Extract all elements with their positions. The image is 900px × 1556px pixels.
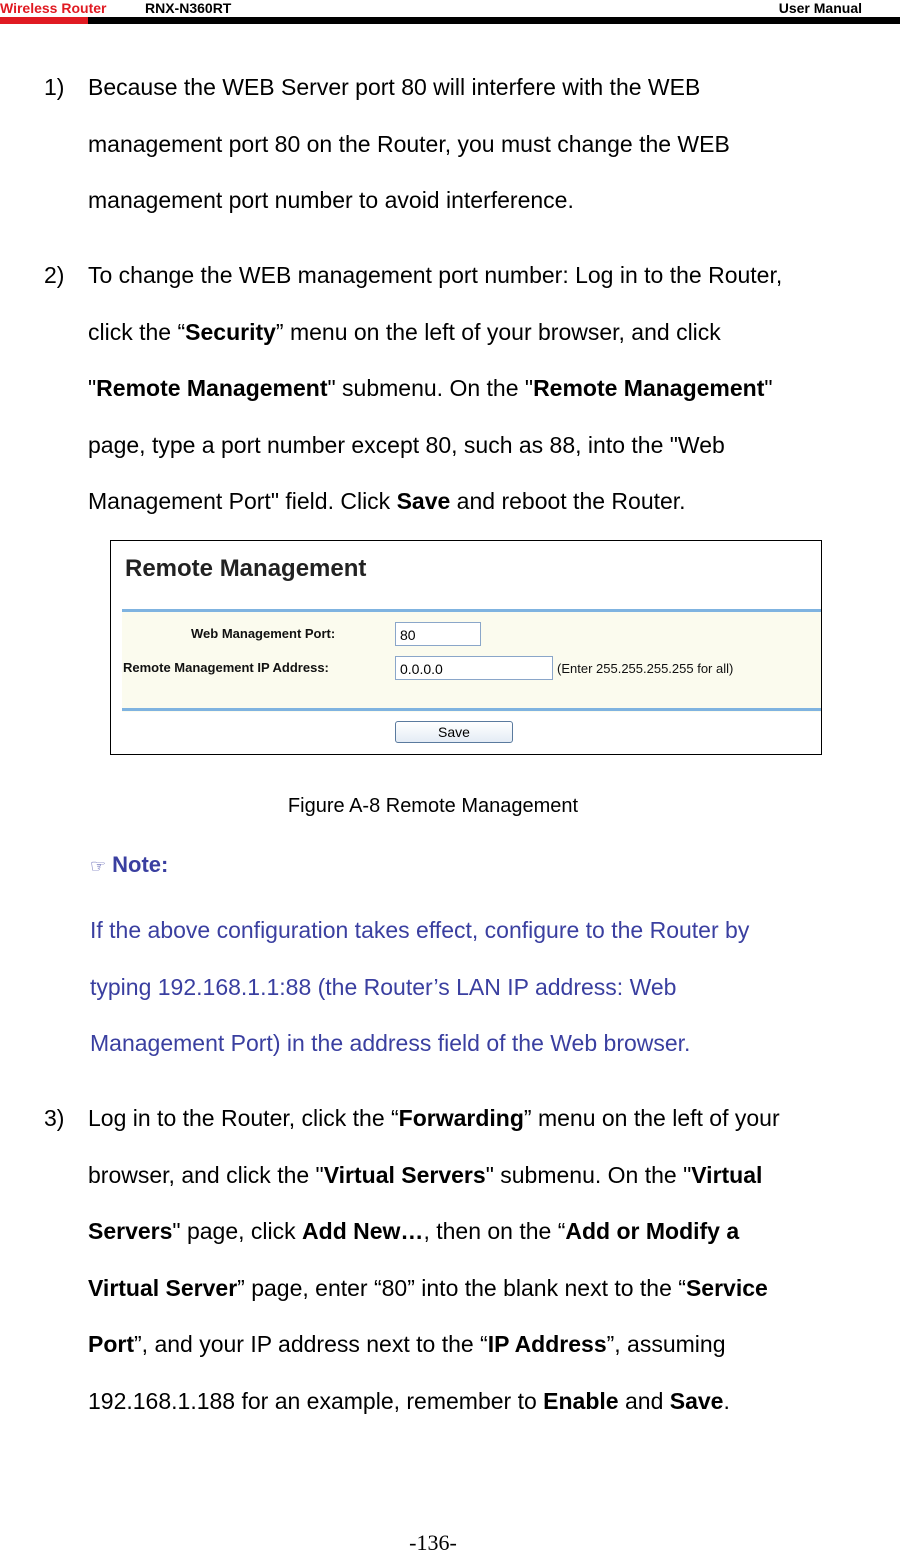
header-brand: Wireless Router [0, 0, 107, 16]
text-line: "Remote Management" submenu. On the "Remote Management" [88, 375, 773, 401]
text-line: To change the WEB management port number: Log in to the Router, [88, 262, 783, 288]
list-number: 3) [44, 1105, 65, 1131]
header-manual-title: User Manual [778, 0, 862, 16]
figure-title: Remote Management [125, 555, 367, 582]
text-line: 192.168.1.188 for an example, remember to Enable and Save. [88, 1387, 730, 1414]
header-rule-red [0, 17, 88, 24]
list-text [88, 1090, 858, 1429]
pointing-hand-icon: ☞ [90, 856, 107, 876]
list-text [88, 247, 858, 530]
note-line: If the above configuration takes effect, configure to the Router by [90, 917, 750, 943]
ip-address-label: Remote Management IP Address: [123, 660, 329, 675]
save-button[interactable]: Save [395, 721, 513, 743]
header-rule-black [88, 17, 900, 24]
note-title: Note: [112, 852, 169, 877]
remote-management-screenshot [110, 540, 822, 755]
header-model: RNX-N360RT [145, 0, 232, 16]
web-port-input[interactable]: 80 [395, 622, 481, 646]
text-line: page, type a port number except 80, such as 88, into the "Web [88, 431, 725, 458]
ip-address-hint: (Enter 255.255.255.255 for all) [557, 661, 734, 676]
text-line: Management Port" field. Click Save and reboot the Router. [88, 488, 686, 514]
page-header [0, 0, 900, 26]
list-number: 1) [44, 74, 65, 100]
web-port-label: Web Management Port: [191, 626, 336, 641]
text-line: click the “Security” menu on the left of your browser, and click [88, 318, 721, 345]
text-line: Port”, and your IP address next to the “IP Address”, assuming [88, 1331, 726, 1357]
text-line: management port number to avoid interference. [88, 187, 574, 213]
text-line: Virtual Server” page, enter “80” into the blank next to the “Service [88, 1274, 768, 1301]
text-line: browser, and click the "Virtual Servers" submenu. On the "Virtual [88, 1161, 763, 1188]
list-text [88, 59, 858, 229]
page-number: -136- [409, 1530, 457, 1555]
note-body [90, 902, 850, 1072]
text-line: Servers" page, click Add New…, then on the “Add or Modify a [88, 1218, 740, 1244]
note-line: typing 192.168.1.1:88 (the Router’s LAN IP address: Web [90, 973, 677, 1000]
note-line: Management Port) in the address field of the Web browser. [90, 1030, 691, 1056]
ip-address-input[interactable]: 0.0.0.0 [395, 656, 553, 680]
figure-divider-bottom [122, 708, 821, 711]
list-number: 2) [44, 262, 65, 288]
note-heading [90, 852, 168, 878]
text-line: Log in to the Router, click the “Forwarding” menu on the left of your [88, 1105, 780, 1131]
figure-caption: Figure A-8 Remote Management [287, 795, 579, 817]
text-line: management port 80 on the Router, you must change the WEB [88, 130, 730, 157]
text-line: Because the WEB Server port 80 will interfere with the WEB [88, 74, 701, 100]
